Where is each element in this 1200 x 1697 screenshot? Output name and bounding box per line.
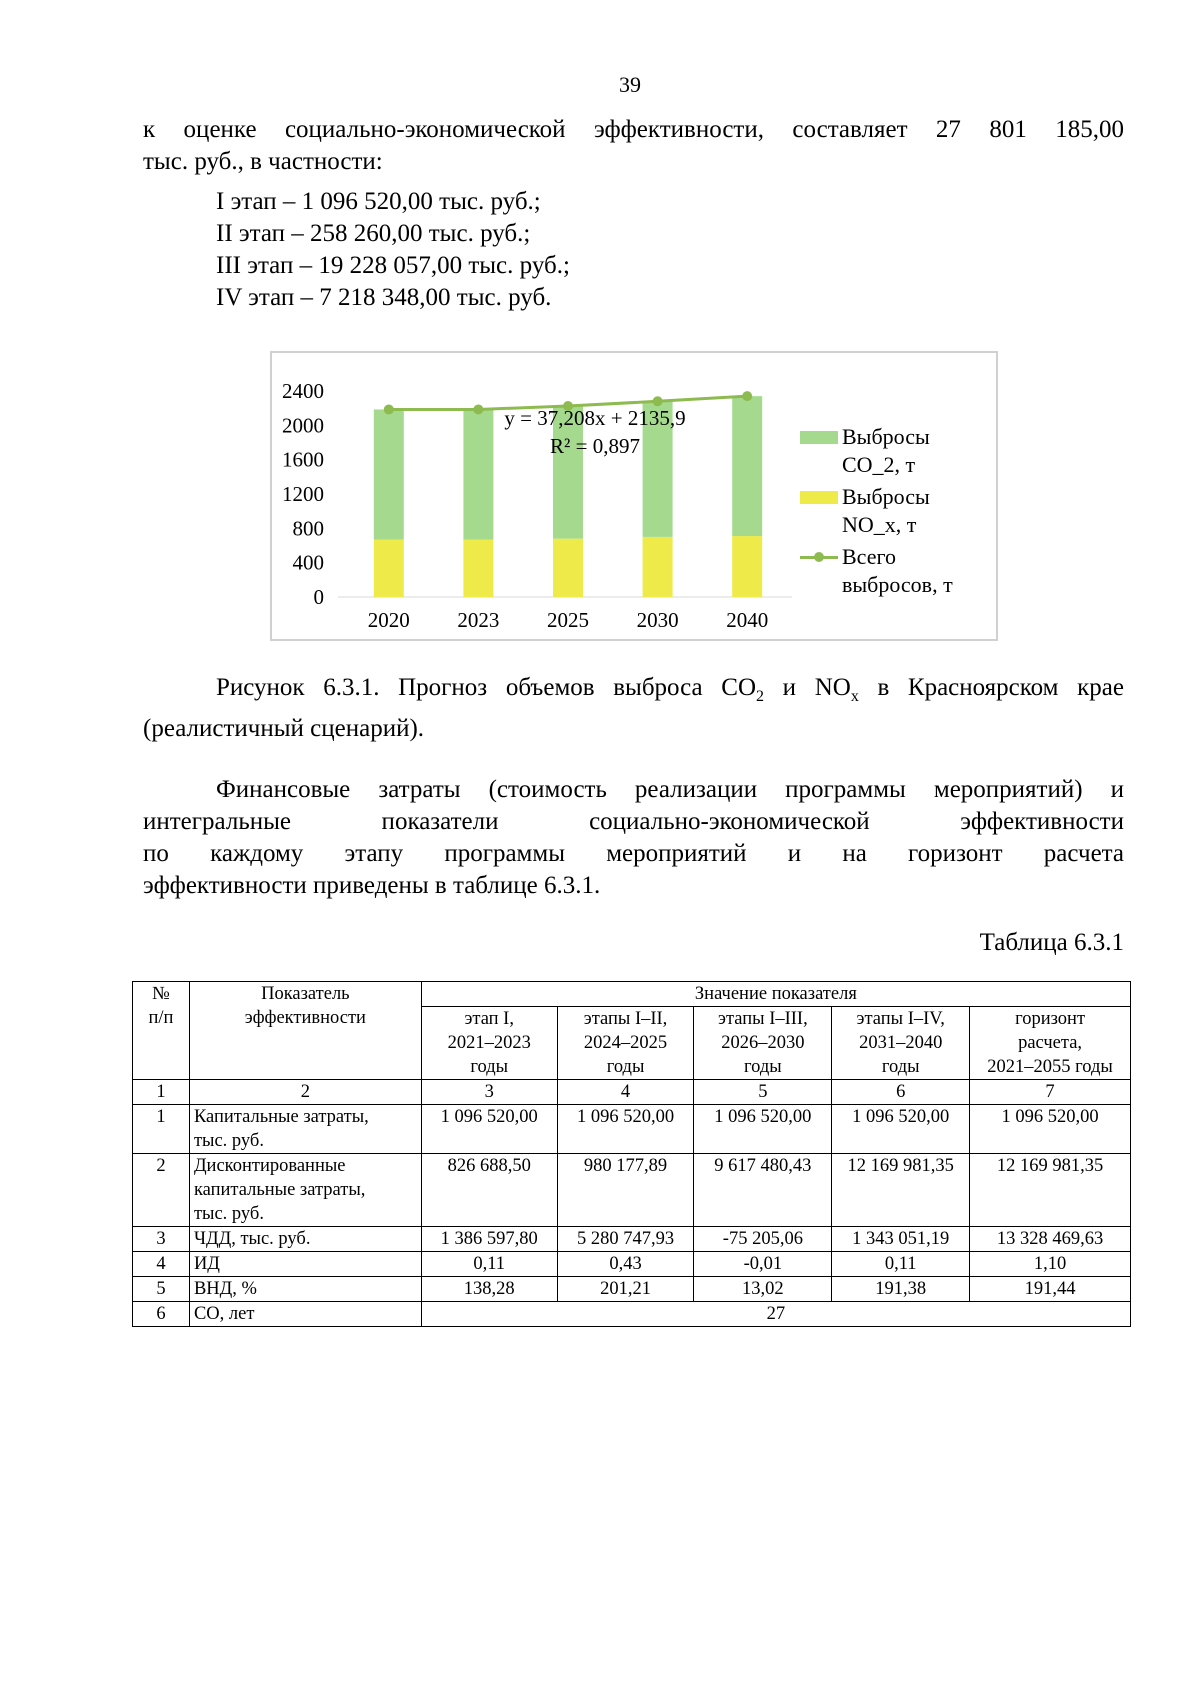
stage-item: I этап – 1 096 520,00 тыс. руб.; (216, 188, 541, 215)
row-value: 980 177,89 (557, 1154, 694, 1227)
row-value: 191,44 (970, 1277, 1131, 1302)
table-row (133, 1227, 1131, 1252)
row-value: -75 205,06 (694, 1227, 832, 1252)
y-tick-label: 400 (292, 550, 324, 575)
row-num: 5 (133, 1277, 190, 1302)
row-name: Капитальные затраты, тыс. руб. (189, 1105, 421, 1154)
bar-segment (553, 539, 583, 597)
x-tick-label: 2023 (457, 608, 500, 632)
legend-label-nox: Выбросы NO_x, т (842, 484, 930, 537)
table-row (133, 1252, 1131, 1277)
row-value: 5 280 747,93 (557, 1227, 694, 1252)
figure-caption-line-1: Рисунок 6.3.1. Прогноз объемов выброса $CO_2$ и $NO_x$ в Красноярском крае (216, 674, 1124, 705)
header-col: горизонт расчета, 2021–2055 годы (970, 1007, 1131, 1080)
paragraph-line: Финансовые затраты (стоимость реализации программы мероприятий) и (216, 776, 1124, 803)
intro-paragraph (143, 114, 1124, 178)
row-value: 1,10 (970, 1252, 1131, 1277)
stage-item: III этап – 19 228 057,00 тыс. руб.; (216, 252, 570, 279)
row-value: 201,21 (557, 1277, 694, 1302)
legend-swatch-total (800, 550, 838, 564)
col-number: 1 (133, 1080, 190, 1105)
legend-item-co2 (800, 423, 990, 479)
bar-segment (463, 409, 493, 539)
total-point (653, 396, 663, 406)
row-value: 0,11 (832, 1252, 970, 1277)
table-row (133, 1302, 1131, 1327)
bar-segment (463, 539, 493, 597)
table-row (133, 1277, 1131, 1302)
table-row (133, 1154, 1131, 1227)
stage-item: IV этап – 7 218 348,00 тыс. руб. (216, 284, 552, 311)
row-name: Дисконтированные капитальные затраты, тыс. руб. (189, 1154, 421, 1227)
row-value: 1 096 520,00 (557, 1105, 694, 1154)
stage-list (216, 186, 570, 314)
y-tick-label: 1600 (282, 447, 324, 472)
intro-line-2: тыс. руб., в частности: (143, 148, 383, 175)
paragraph-line: по каждому этапу программы мероприятий и на горизонт расчета (143, 840, 1124, 867)
table-header-row (133, 982, 1131, 1007)
efficiency-table (132, 981, 1131, 1327)
header-col: этапы I–IV, 2031–2040 годы (832, 1007, 970, 1080)
row-name: СО, лет (189, 1302, 421, 1327)
row-value: 0,43 (557, 1252, 694, 1277)
row-num: 3 (133, 1227, 190, 1252)
x-tick-label: 2020 (367, 608, 410, 632)
row-value: 1 096 520,00 (970, 1105, 1131, 1154)
total-point (473, 404, 483, 414)
x-tick-label: 2040 (726, 608, 769, 632)
header-indicator: Показатель эффективности (189, 982, 421, 1080)
row-value: 27 (421, 1302, 1130, 1327)
legend-label-co2: Выбросы CO_2, т (842, 424, 930, 477)
trendline-equation: y = 37,208x + 2135,9 (504, 406, 686, 430)
legend-item-nox (800, 483, 990, 539)
total-point (384, 404, 394, 414)
header-col: этап I, 2021–2023 годы (421, 1007, 557, 1080)
y-tick-label: 800 (292, 516, 324, 541)
emissions-chart (270, 351, 998, 641)
table-caption: Таблица 6.3.1 (979, 929, 1124, 956)
col-number: 3 (421, 1080, 557, 1105)
row-value: 1 096 520,00 (694, 1105, 832, 1154)
bar-segment (374, 409, 404, 539)
row-value: 826 688,50 (421, 1154, 557, 1227)
paragraph-line: эффективности приведены в таблице 6.3.1. (143, 872, 601, 899)
figure-caption (143, 672, 1124, 745)
col-number: 6 (832, 1080, 970, 1105)
col-number: 2 (189, 1080, 421, 1105)
legend-label-total: Всего выбросов, т (842, 544, 953, 597)
row-value: 12 169 981,35 (970, 1154, 1131, 1227)
col-number: 7 (970, 1080, 1131, 1105)
row-value: -0,01 (694, 1252, 832, 1277)
figure-caption-line-2: (реалистичный сценарий). (143, 715, 425, 742)
row-value: 0,11 (421, 1252, 557, 1277)
legend-item-total (800, 543, 990, 599)
table-row (133, 1105, 1131, 1154)
row-name: ЧДД, тыс. руб. (189, 1227, 421, 1252)
row-value: 138,28 (421, 1277, 557, 1302)
y-tick-label: 0 (313, 585, 324, 609)
row-value: 1 343 051,19 (832, 1227, 970, 1252)
header-value: Значение показателя (421, 982, 1130, 1007)
bar-segment (643, 537, 673, 597)
total-point (742, 391, 752, 401)
bar-segment (732, 396, 762, 536)
col-number: 5 (694, 1080, 832, 1105)
bar-segment (732, 536, 762, 597)
row-value: 13 328 469,63 (970, 1227, 1131, 1252)
row-num: 2 (133, 1154, 190, 1227)
row-num: 6 (133, 1302, 190, 1327)
chart-legend (800, 423, 990, 603)
row-num: 4 (133, 1252, 190, 1277)
col-number: 4 (557, 1080, 694, 1105)
y-tick-label: 1200 (282, 482, 324, 506)
row-name: ИД (189, 1252, 421, 1277)
row-value: 12 169 981,35 (832, 1154, 970, 1227)
y-tick-label: 2400 (282, 379, 324, 403)
row-num: 1 (133, 1105, 190, 1154)
intro-line-1: к оценке социально-экономической эффективности, составляет 27 801 185,00 (143, 116, 1124, 143)
legend-swatch-nox (800, 491, 838, 504)
bar-segment (374, 539, 404, 597)
row-value: 191,38 (832, 1277, 970, 1302)
paragraph-line: интегральные показатели социально-экономической эффективности (143, 808, 1124, 835)
row-name: ВНД, % (189, 1277, 421, 1302)
trendline-r2: R² = 0,897 (550, 434, 640, 458)
finance-paragraph (143, 774, 1124, 902)
x-tick-label: 2030 (636, 608, 679, 632)
header-num: № п/п (133, 982, 190, 1080)
header-col: этапы I–II, 2024–2025 годы (557, 1007, 694, 1080)
legend-swatch-co2 (800, 431, 838, 444)
stage-item: II этап – 258 260,00 тыс. руб.; (216, 220, 531, 247)
y-tick-label: 2000 (282, 413, 324, 438)
page-number: 39 (619, 72, 641, 97)
table-colnum-row (133, 1080, 1131, 1105)
header-col: этапы I–III, 2026–2030 годы (694, 1007, 832, 1080)
row-value: 1 096 520,00 (832, 1105, 970, 1154)
row-value: 1 096 520,00 (421, 1105, 557, 1154)
row-value: 9 617 480,43 (694, 1154, 832, 1227)
row-value: 1 386 597,80 (421, 1227, 557, 1252)
x-tick-label: 2025 (547, 608, 589, 632)
row-value: 13,02 (694, 1277, 832, 1302)
